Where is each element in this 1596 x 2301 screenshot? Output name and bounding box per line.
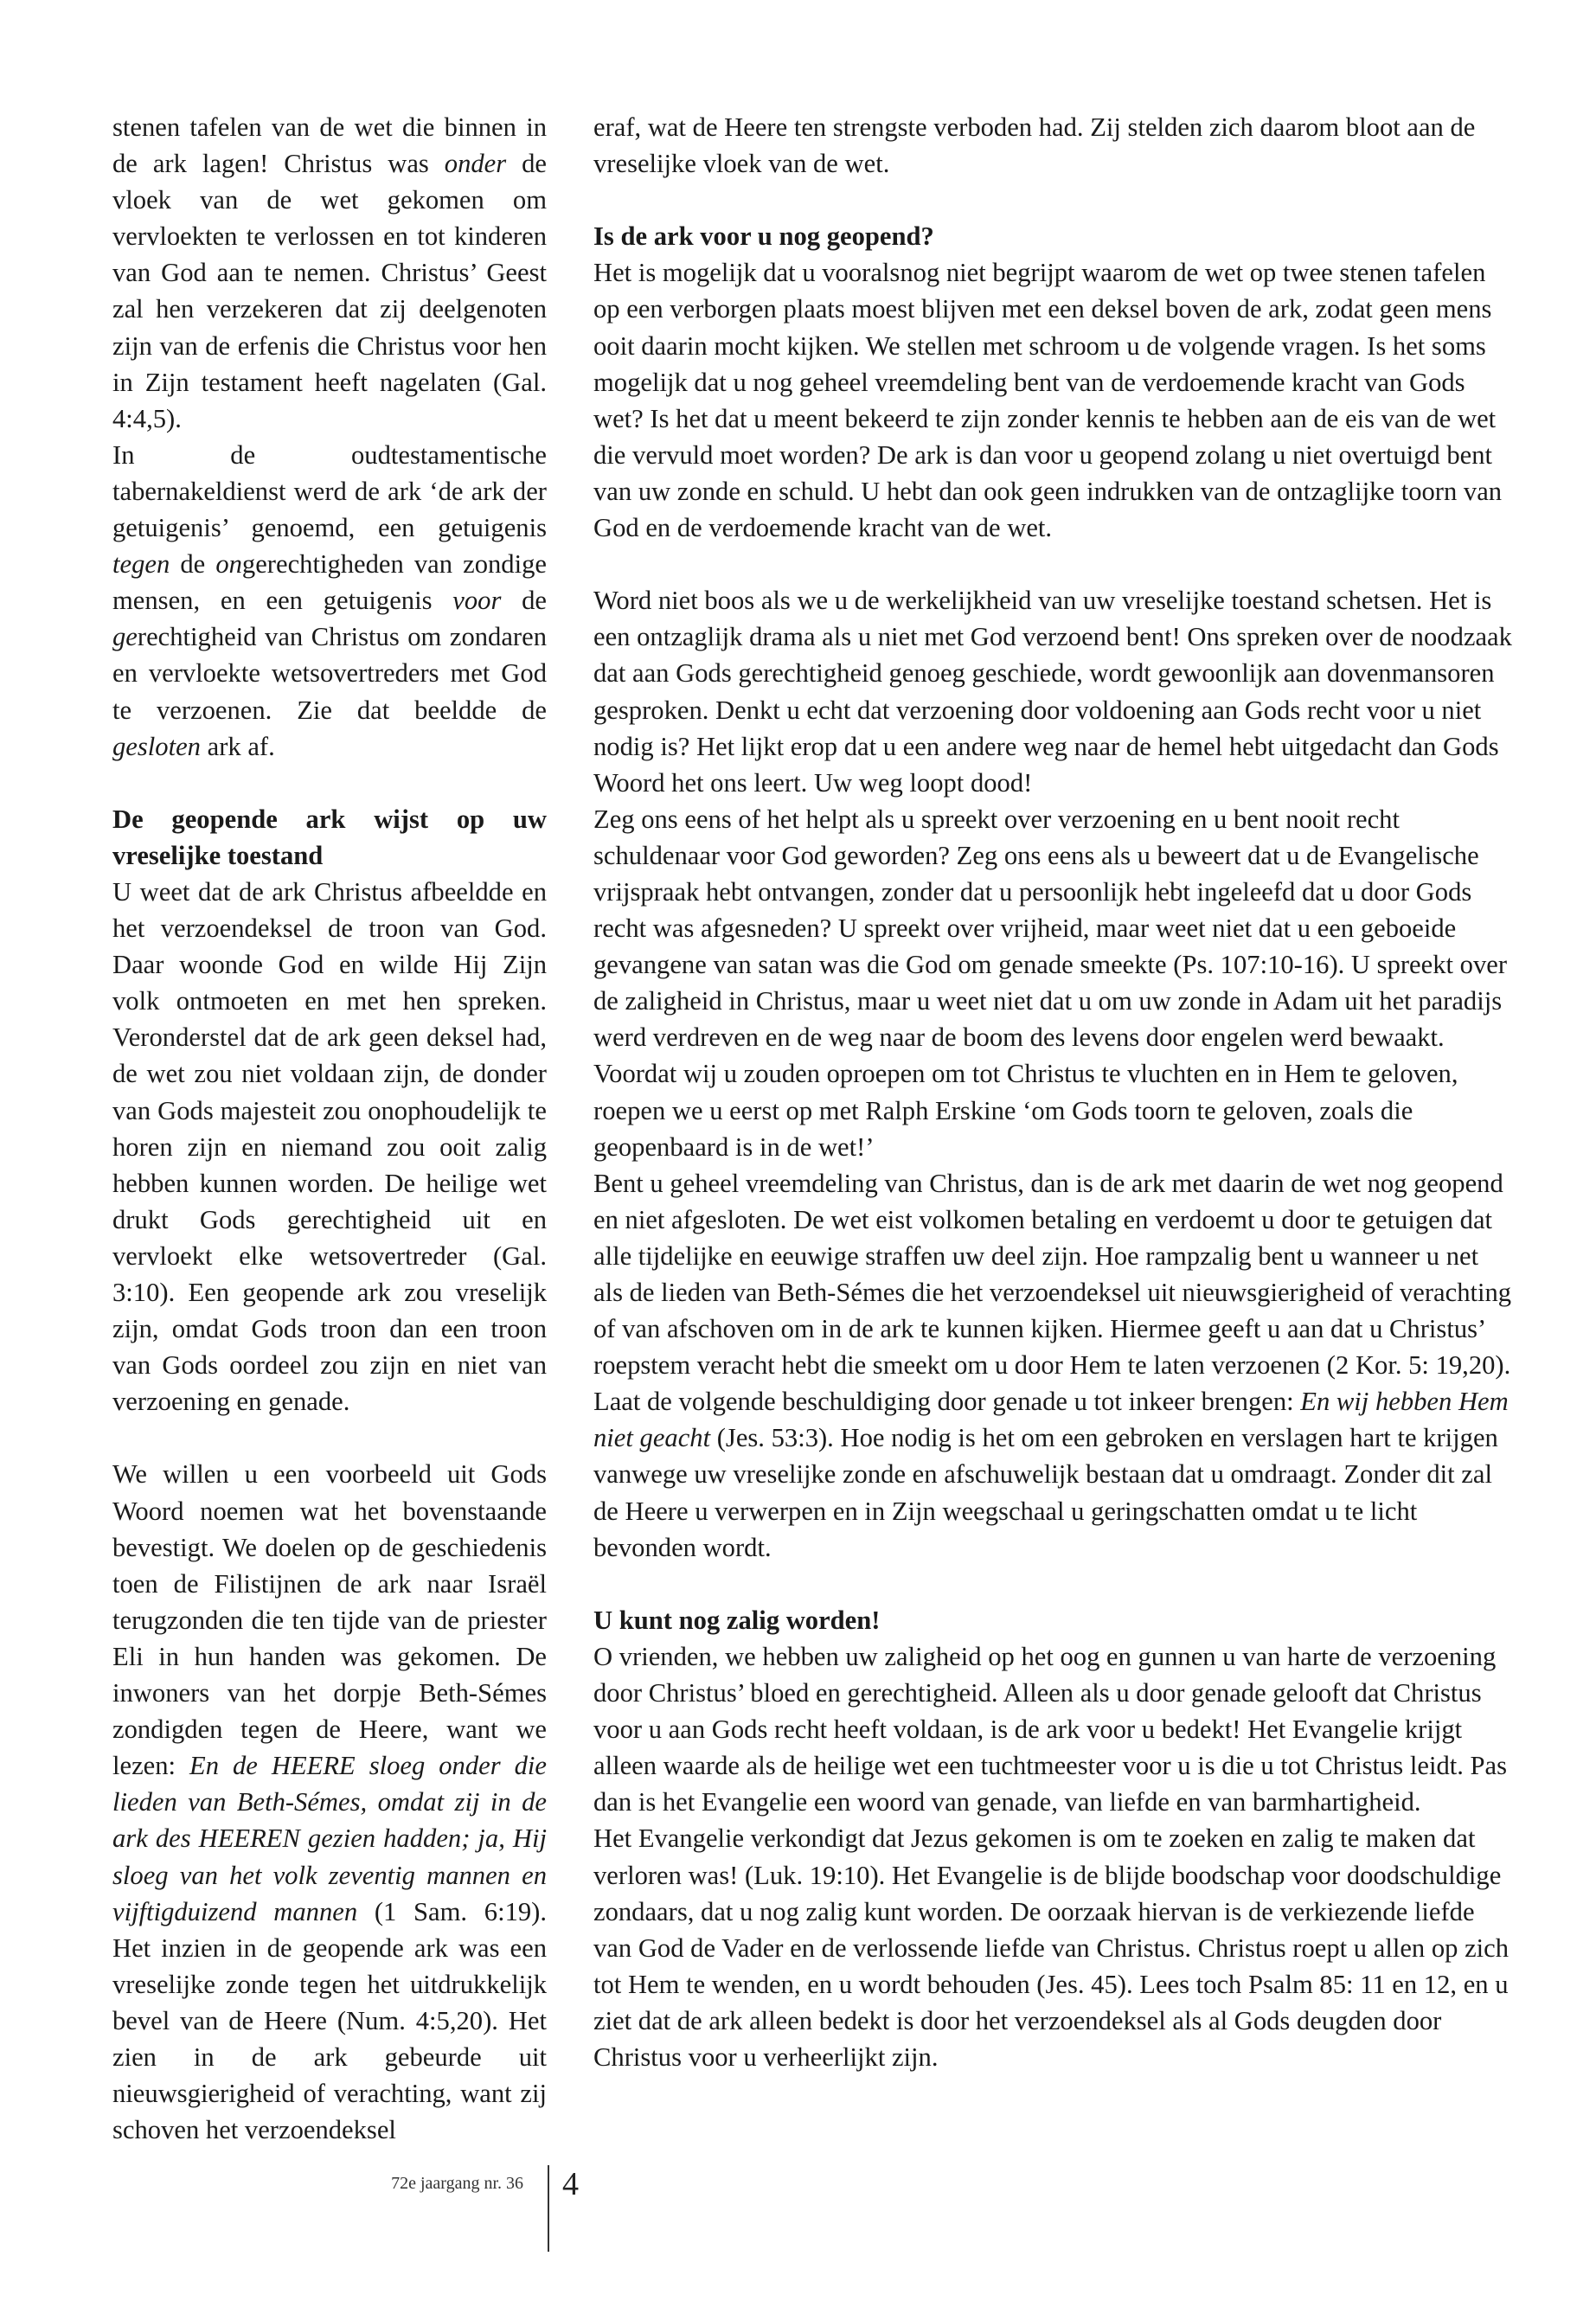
paragraph: stenen tafelen van de wet die binnen in de ark lagen! Christus was onder de vloek van de wet gekomen om vervloekten te verlossen en tot kinderen van God aan te nemen. Christus’ Geest zal hen verzekeren dat zij deelgenoten zijn van de erfenis die Christus voor hen in Zijn testament heeft nagelaten (Gal. 4:4,5).	[112, 112, 547, 433]
right-column	[593, 109, 1514, 2075]
paragraph: Laat de volgende beschuldiging door genade u tot inkeer brengen: En wij hebben Hem niet geacht (Jes. 53:3). Hoe nodig is het om een gebroken en verslagen hart te krijgen vanwege uw vreselijke zonde en afschuwelijk bestaan dat u omdraagt. Zonder dit zal de Heere u verwerpen en in Zijn weegschaal u geringschatten omdat u te licht bevonden wordt.	[593, 1387, 1509, 1562]
paragraph: Word niet boos als we u de werkelijkheid van uw vreselijke toestand schetsen. Het is een ontzaglijk drama als u niet met God verzoend bent! Ons spreken over de noodzaak dat aan Gods gerechtigheid genoeg geschiede, wordt gewoonlijk aan dovenmansoren gesproken. Denkt u echt dat verzoening door voldoening aan Gods recht voor u niet nodig is? Het lijkt erop dat u een andere weg naar de hemel hebt uitgedacht dan Gods Woord het ons leert. Uw weg loopt dood!	[593, 586, 1512, 798]
left-column	[112, 109, 547, 2148]
paragraph: We willen u een voorbeeld uit Gods Woord noemen wat het bovenstaande bevestigt. We doelen op de geschiedenis toen de Filistijnen de ark naar Israël terugzonden die ten tijde van de priester Eli in hun handen was gekomen. De inwoners van het dorpje Beth-Sémes zondigden tegen de Heere, want we lezen: En de HEERE sloeg onder die lieden van Beth-Sémes, omdat zij in de ark des HEEREN gezien hadden; ja, Hij sloeg van het volk zeventig mannen en vijftigduizend mannen (1 Sam. 6:19). Het inzien in de geopende ark was een vreselijke zonde tegen het uitdrukkelijk bevel van de Heere (Num. 4:5,20). Het zien in de ark gebeurde uit nieuwsgierigheid of verachting, want zij schoven het verzoendeksel	[112, 1459, 548, 2145]
journal-issue: 72e jaargang nr. 36	[391, 2174, 523, 2193]
paragraph: In de oudtestamentische tabernakeldienst werd de ark ‘de ark der getuigenis’ genoemd, een getuigenis tegen de ongerechtigheden van zondige mensen, en een getuigenis voor de gerechtigheid van Christus om zondaren en vervloekte wetsovertreders met God te verzoenen. Zie dat beeldde de gesloten ark af.	[112, 439, 548, 761]
paragraph: Het is mogelijk dat u vooralsnog niet begrijpt waarom de wet op twee stenen tafelen op een verborgen plaats moest blijven met een deksel boven de ark, zodat geen mens ooit daarin mocht kijken. We stellen met schroom u de volgende vragen. Is het soms mogelijk dat u nog geheel vreemdeling bent van de verdoemende kracht van Gods wet? Is het dat u meent bekeerd te zijn zonder kennis te hebben aan de eis van de wet die vervuld moet worden? De ark is dan voor u geopend zolang u niet overtuigd bent van uw zonde en schuld. U hebt dan ook geen indrukken van de ontzaglijke toorn van God en de verdoemende kracht van de wet.	[593, 258, 1503, 543]
footer-divider	[548, 2165, 549, 2252]
paragraph: O vrienden, we hebben uw zaligheid op het oog en gunnen u van harte de verzoening door Christus’ bloed en gerechtigheid. Alleen als u door genade gelooft dat Christus voor u aan Gods recht heeft voldaan, is de ark voor u bedekt! Het Evangelie krijgt alleen waarde als de heilige wet een tuchtmeester voor u is die u tot Christus leidt. Pas dan is het Evangelie een woord van genade, van liefde en van barmhartigheid.	[593, 1641, 1508, 1817]
section-heading: De geopende ark wijst op uw vreselijke toestand	[112, 804, 547, 870]
paragraph: Bent u geheel vreemdeling van Christus, dan is de ark met daarin de wet nog geopend en niet afgesloten. De wet eist volkomen betaling en verdoemt u door te getuigen dat alle tijdelijke en eeuwige straffen uw deel zijn. Hoe rampzalig bent u wanneer u net als de lieden van Beth-Sémes die het verzoendeksel uit nieuwsgierigheid of verachting of van afschoven om in de ark te kunnen kijken. Hiermee geeft u aan dat u Christus’ roepstem veracht hebt die smeekt om u door Hem te laten verzoenen (2 Kor. 5: 19,20).	[593, 1168, 1512, 1381]
page-number: 4	[562, 2166, 579, 2202]
paragraph: Het Evangelie verkondigt dat Jezus gekomen is om te zoeken en zalig te maken dat verloren was! (Luk. 19:10). Het Evangelie is de blijde boodschap voor doodschuldige zondaars, dat u nog zalig kunt worden. De oorzaak hiervan is de verkiezende liefde van God de Vader en de verlossende liefde van Christus. Christus roept u allen op zich tot Hem te wenden, en u wordt behouden (Jes. 45). Lees toch Psalm 85: 11 en 12, en u ziet dat de ark alleen bedekt is door het verzoendeksel als al Gods deugden door Christus voor u verheerlijkt zijn.	[593, 1823, 1509, 2072]
paragraph: Zeg ons eens of het helpt als u spreekt over verzoening en u bent nooit recht schuldenaar voor God geworden? Zeg ons eens als u beweert dat u de Evangelische vrijspraak hebt ontvangen, zonder dat u persoonlijk hebt ingeleefd dat u door Gods recht was afgesneden? U spreekt over vrijheid, maar weet niet dat u een geboeide gevangene van satan was die God om genade smeekte (Ps. 107:10-16). U spreekt over de zaligheid in Christus, maar u weet niet dat u om uw zonde in Adam uit het paradijs werd verdreven en de weg naar de boom des levens door engelen werd bewaakt. Voordat wij u zouden oproepen om tot Christus te vluchten en in Hem te geloven, roepen we u eerst op met Ralph Erskine ‘om Gods toorn te geloven, zoals die geopenbaard is in de wet!’	[593, 804, 1508, 1162]
section-heading: Is de ark voor u nog geopend?	[593, 221, 934, 252]
section-heading: U kunt nog zalig worden!	[593, 1605, 881, 1635]
page-footer	[0, 2165, 1596, 2234]
paragraph: eraf, wat de Heere ten strengste verboden had. Zij stelden zich daarom bloot aan de vreselijke vloek van de wet.	[593, 112, 1476, 179]
paragraph: U weet dat de ark Christus afbeeldde en het verzoendeksel de troon van God. Daar woonde God en wilde Hij Zijn volk ontmoeten en met hen spreken. Veronderstel dat de ark geen deksel had, de wet zou niet voldaan zijn, de donder van Gods majesteit zou onophoudelijk te horen zijn en niemand zou ooit zalig hebben kunnen worden. De heilige wet drukt Gods gerechtigheid uit en vervloekt elke wetsovertreder (Gal. 3:10). Een geopende ark zou vreselijk zijn, omdat Gods troon dan een troon van Gods oordeel zou zijn en niet van verzoening en genade.	[112, 876, 547, 1417]
